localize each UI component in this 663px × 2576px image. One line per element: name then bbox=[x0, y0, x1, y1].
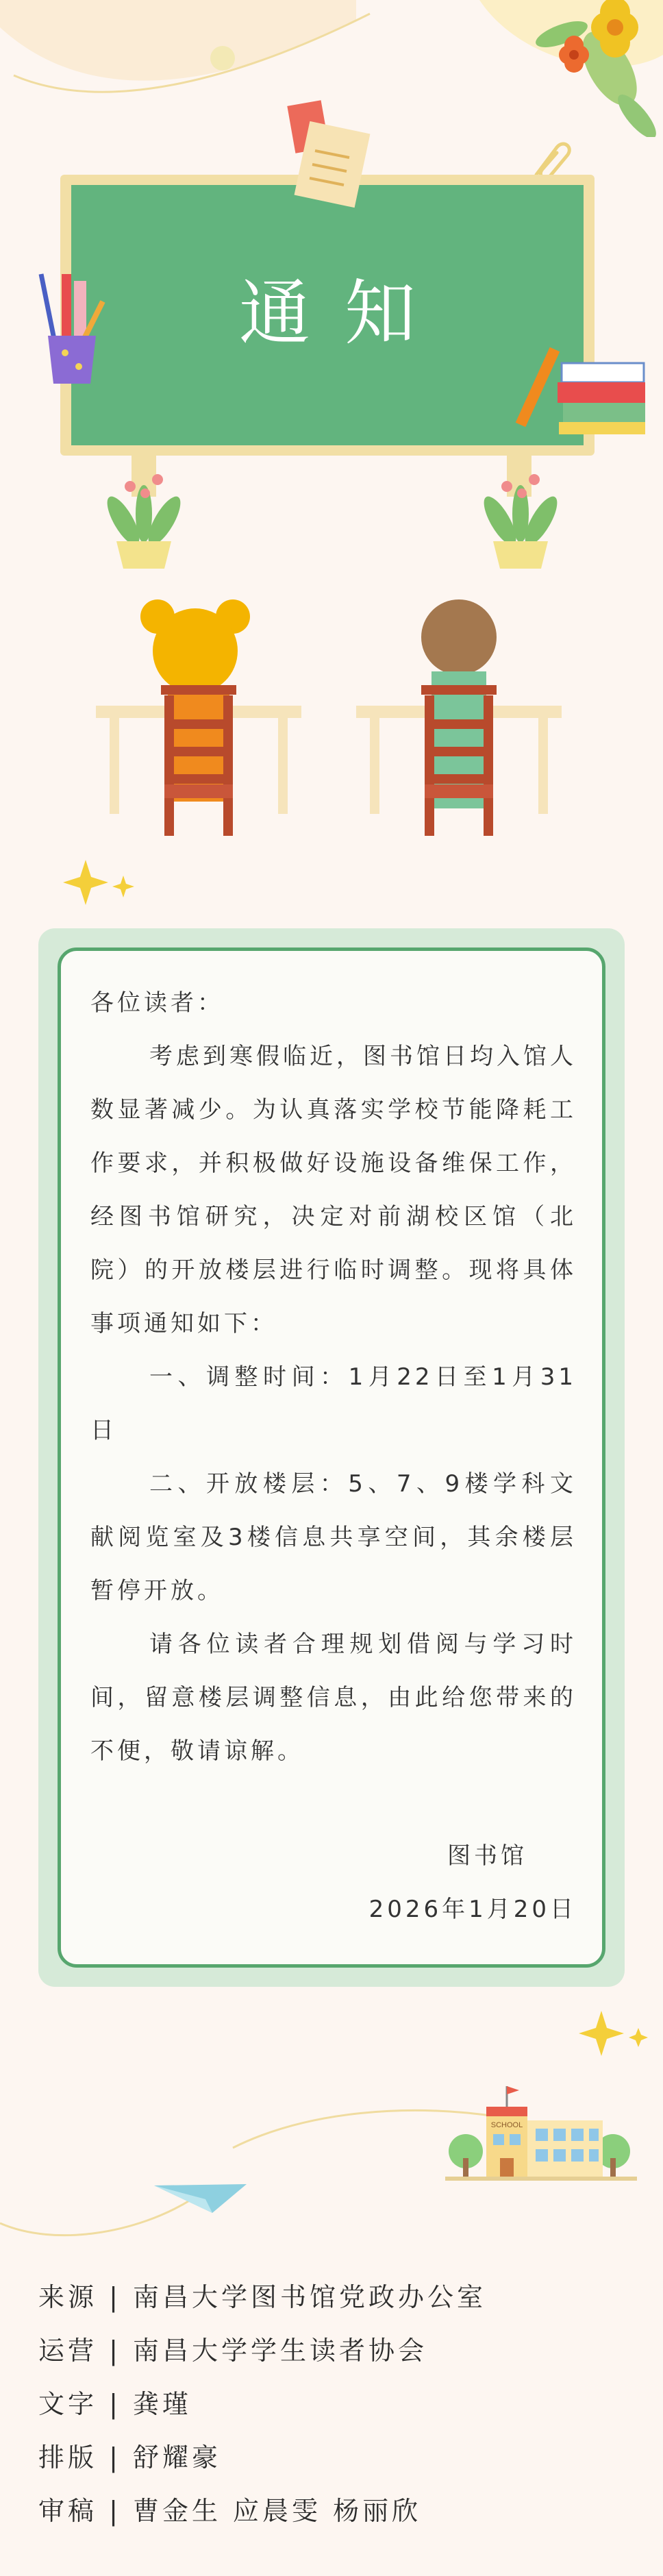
credit-layout: 排版 | 舒耀豪 bbox=[38, 2442, 221, 2473]
memo-notes-decoration bbox=[281, 96, 377, 219]
notice-date: 2026年1月20日 bbox=[368, 1896, 577, 1923]
school-sign-text: SCHOOL bbox=[490, 2121, 523, 2129]
notice-paragraph: 考虑到寒假临近，图书馆日均入馆人数显著减少。为认真落实学校节能降耗工作要求，并积极做好设施设备维保工作，经图书馆研究，决定对前湖校区馆（北院）的开放楼层进行临时调整。现将具体事项通知如下： bbox=[90, 1043, 577, 1337]
flower-decoration bbox=[507, 0, 663, 137]
credit-writer: 文字 | 龚瑾 bbox=[38, 2389, 192, 2419]
student-girl-illustration bbox=[96, 589, 315, 836]
student-boy-illustration bbox=[356, 589, 575, 836]
school-building-illustration bbox=[445, 2079, 637, 2182]
potted-plant-left bbox=[89, 466, 199, 575]
pencil-cup-icon bbox=[27, 260, 110, 397]
sparkle-icon bbox=[62, 856, 144, 911]
potted-plant-right bbox=[466, 466, 575, 575]
notice-signature: 图书馆 bbox=[447, 1842, 527, 1870]
notice-paragraph: 二、开放楼层：5、7、9楼学科文献阅览室及3楼信息共享空间，其余楼层暂停开放。 bbox=[90, 1470, 577, 1605]
credit-source: 来源 | 南昌大学图书馆党政办公室 bbox=[38, 2282, 486, 2312]
credit-operation: 运营 | 南昌大学学生读者协会 bbox=[38, 2336, 427, 2366]
book-stack-icon bbox=[514, 343, 651, 438]
notice-paragraph: 一、调整时间：1月22日至1月31日 bbox=[90, 1363, 577, 1444]
notice-paragraph: 请各位读者合理规划借阅与学习时间，留意楼层调整信息，由此给您带来的不便，敬请谅解。 bbox=[90, 1631, 577, 1765]
page-title: 通知 bbox=[238, 271, 450, 355]
notice-greeting: 各位读者： bbox=[90, 989, 224, 1017]
credit-reviewers: 审稿 | 曹金生 应晨雯 杨丽欣 bbox=[38, 2496, 422, 2526]
sparkle-icon bbox=[575, 2007, 651, 2062]
notice-body bbox=[90, 1030, 577, 1778]
